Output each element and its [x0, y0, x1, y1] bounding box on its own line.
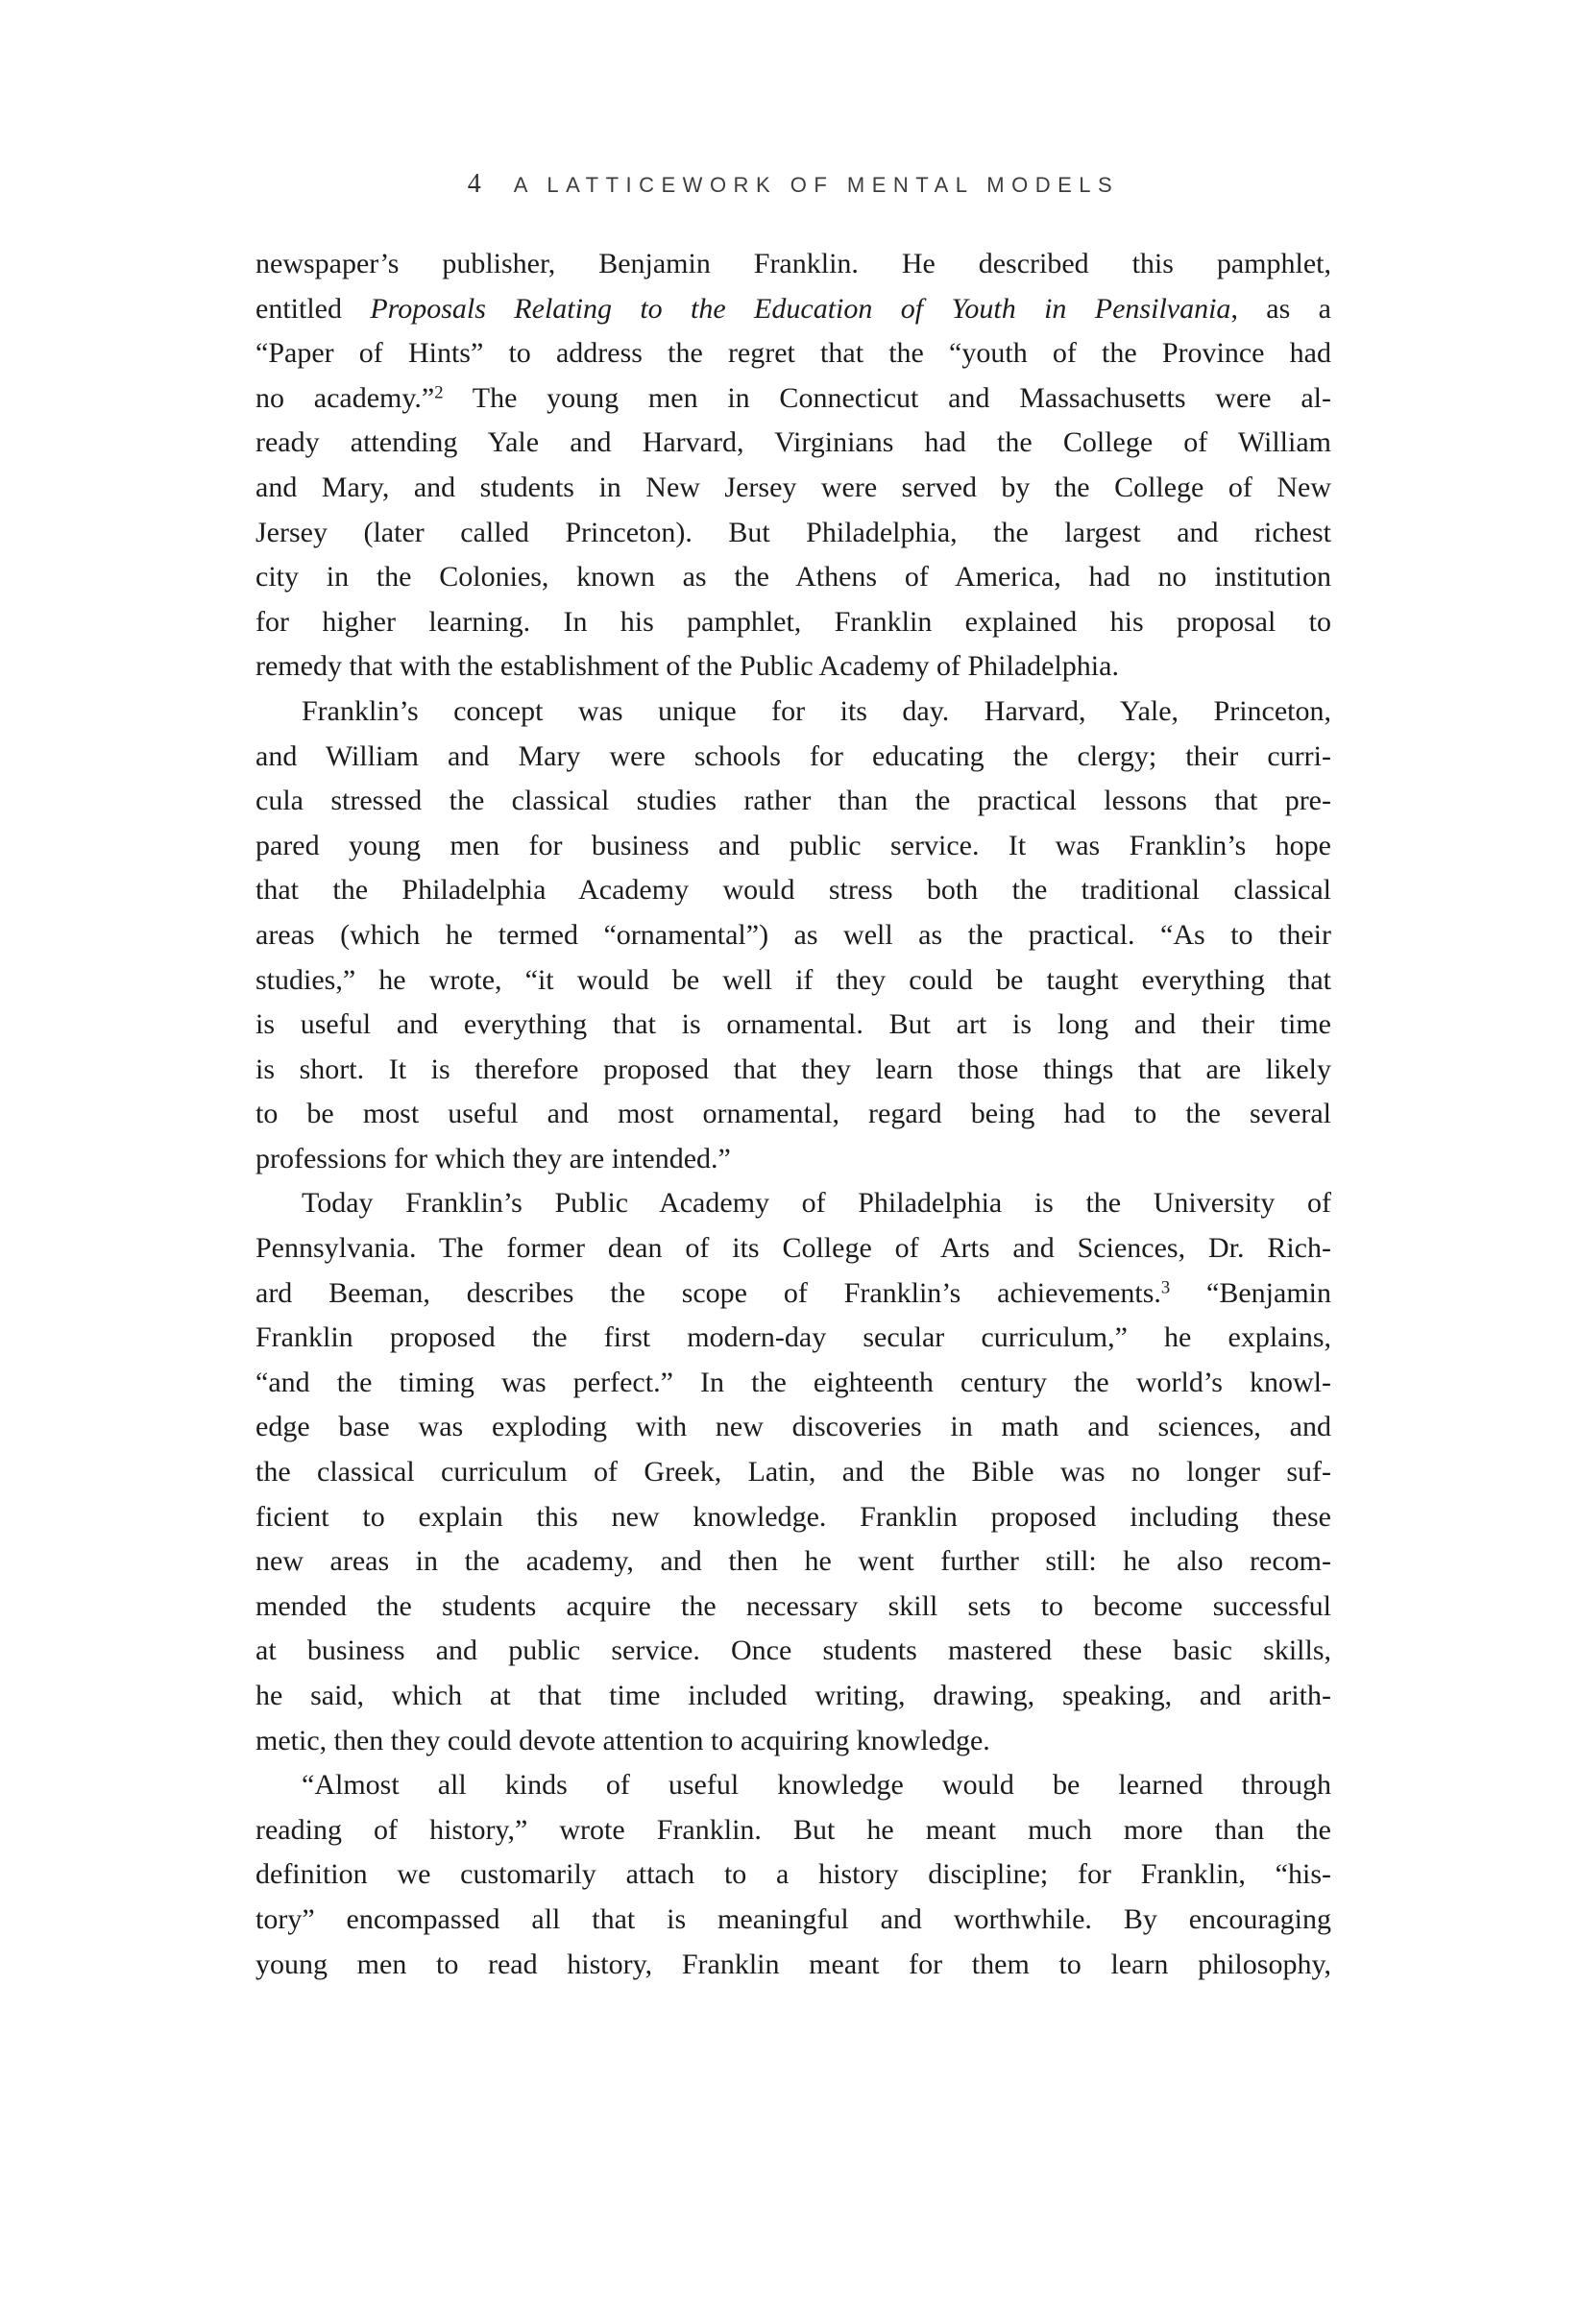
text-line: he said, which at that time included writing, drawing, speaking, and arith-: [255, 1680, 1331, 1711]
text-line: edge base was exploding with new discoveries in math and sciences, and: [255, 1411, 1331, 1443]
text-line: Today Franklin’s Public Academy of Philadelphia is the University of: [302, 1187, 1331, 1220]
text-line: pared young men for business and public service. It was Franklin’s hope: [255, 829, 1331, 861]
text-line: to be most useful and most ornamental, regard being had to the several: [255, 1098, 1331, 1130]
text-line: cula stressed the classical studies rather than the practical lessons that pre-: [255, 785, 1331, 817]
footnote-reference: 3: [1160, 1277, 1171, 1298]
paragraph: [255, 1181, 1331, 1763]
paragraph: [255, 1763, 1331, 1987]
text-line: Pennsylvania. The former dean of its College of Arts and Sciences, Dr. Rich-: [255, 1232, 1331, 1265]
text-line: the classical curriculum of Greek, Latin, and the Bible was no longer suf-: [255, 1456, 1331, 1489]
text-line: tory” encompassed all that is meaningful and worthwhile. By encouraging: [255, 1902, 1331, 1935]
text-line: ready attending Yale and Harvard, Virginians had the College of William: [255, 426, 1331, 459]
footnote-reference: 2: [434, 382, 444, 403]
text-line: ficient to explain this new knowledge. Franklin proposed including these: [255, 1500, 1331, 1533]
text-line: young men to read history, Franklin meant for them to learn philosophy,: [255, 1948, 1331, 1980]
text-line: areas (which he termed “ornamental”) as well as the practical. “As to their: [255, 918, 1331, 951]
text-line: and Mary, and students in New Jersey were served by the College of New: [255, 471, 1331, 503]
text-line: no academy.”$^2$ The young men in Connecticut and Massachusetts were al-: [255, 381, 1332, 414]
text-line: “and the timing was perfect.” In the eighteenth century the world’s knowl-: [255, 1366, 1331, 1398]
running-title: A LATTICEWORK OF MENTAL MODELS: [513, 173, 1120, 197]
text-line: “Paper of Hints” to address the regret that the “youth of the Province had: [255, 337, 1331, 370]
text-line: Franklin proposed the first modern-day secular curriculum,” he explains,: [255, 1321, 1331, 1354]
text-line: metic, then they could devote attention to acquiring knowledge.: [255, 1724, 990, 1756]
text-line: Franklin’s concept was unique for its day. Harvard, Yale, Princeton,: [302, 694, 1331, 727]
text-line: and William and Mary were schools for educating the clergy; their curri-: [255, 739, 1331, 772]
text-line: Jersey (later called Princeton). But Philadelphia, the largest and richest: [255, 516, 1331, 548]
text-line: for higher learning. In his pamphlet, Franklin explained his proposal to: [255, 605, 1331, 638]
text-line: newspaper’s publisher, Benjamin Franklin. He described this pamphlet,: [255, 248, 1331, 279]
text-line: is short. It is therefore proposed that they learn those things that are likely: [255, 1053, 1331, 1085]
text-line: mended the students acquire the necessary skill sets to become successful: [255, 1589, 1331, 1622]
text-line: definition we customarily attach to a history discipline; for Franklin, “his-: [255, 1858, 1331, 1891]
text-line: new areas in the academy, and then he went further still: he also recom-: [255, 1545, 1331, 1578]
running-header: [255, 169, 1331, 200]
text-line: professions for which they are intended.”: [255, 1142, 731, 1174]
text-line: city in the Colonies, known as the Athens of America, had no institution: [255, 561, 1331, 593]
text-line: that the Philadelphia Academy would stress both the traditional classical: [255, 874, 1331, 907]
text-line: reading of history,” wrote Franklin. But he meant much more than the: [255, 1813, 1331, 1846]
text-line: at business and public service. Once students mastered these basic skills,: [255, 1634, 1331, 1667]
text-line: is useful and everything that is ornamental. But art is long and their time: [255, 1008, 1331, 1041]
paragraph: [255, 690, 1331, 1182]
paragraph: [255, 242, 1331, 690]
text-line: ard Beeman, describes the scope of Franklin’s achievements.$^3$ “Benjamin: [255, 1276, 1331, 1309]
text-line: remedy that with the establishment of the Public Academy of Philadelphia.: [255, 650, 1119, 683]
page-number: 4: [467, 169, 481, 199]
text-line: entitled Proposals Relating to the Education of Youth in Pensilvania, as a: [255, 292, 1331, 325]
text-line: “Almost all kinds of useful knowledge would be learned through: [302, 1769, 1331, 1802]
page-body: [255, 242, 1331, 1987]
text-line: studies,” he wrote, “it would be well if they could be taught everything that: [255, 963, 1331, 996]
